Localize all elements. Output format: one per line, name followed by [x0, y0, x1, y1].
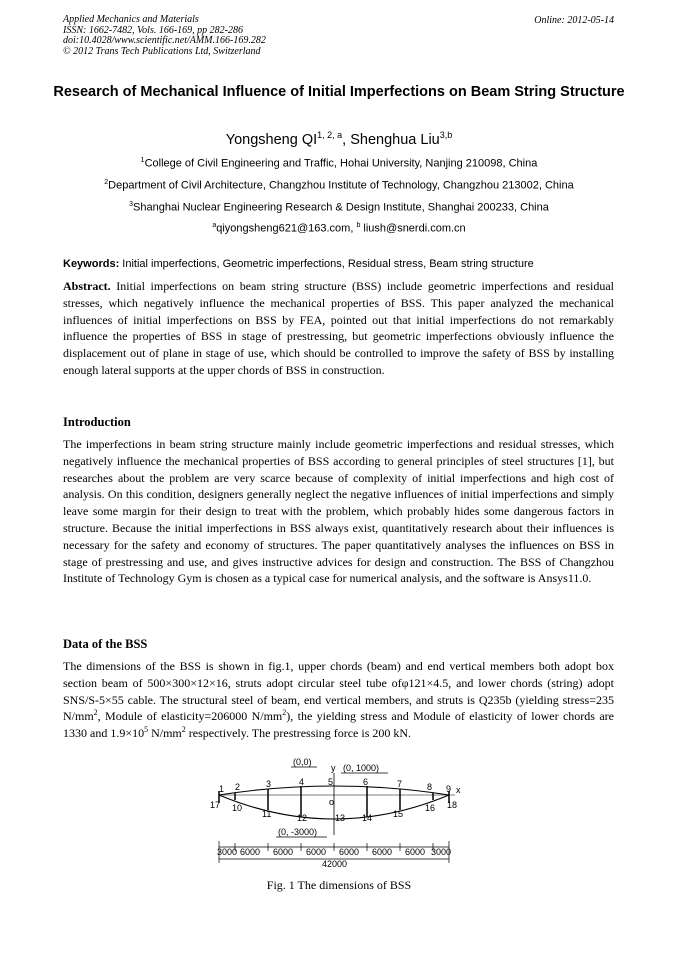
bss-dimension-figure [205, 755, 475, 875]
data-sup-3: 5 [144, 725, 149, 735]
affiliation-3-sup: 3 [129, 201, 134, 208]
node-9: 9 [446, 784, 452, 794]
affiliation-2 [0, 179, 678, 192]
bottom-point-label: (0, -3000) [278, 827, 318, 837]
author-separator: , [342, 131, 351, 148]
node-3: 3 [266, 779, 272, 789]
affiliation-1-text: College of Civil Engineering and Traffic, Hohai University, Nanjing 210098, China [144, 157, 538, 170]
email-a-sup: a [212, 222, 217, 229]
node-2: 2 [235, 782, 241, 792]
author-line [0, 130, 678, 148]
journal-name: Applied Mechanics and Materials [63, 14, 199, 25]
y-axis-label: y [331, 763, 336, 773]
node-8: 8 [427, 782, 433, 792]
data-text-part-2: , Module of elasticity=206000 N/mm [97, 709, 283, 724]
introduction-text: The imperfections in beam string structure mainly include geometric imperfections and residual stresses, which negatively influence the mechanical properties of BSS according to general principles of steel structures [1], but researches about the problem are very scarce because of complexity of initial imperfections and high cost of analysis. On this condition, designers generally neglect the negative influences of initial imperfections and simply leave some margin for their design to treat with the problem, which probably hides some dangerous factors in structure. Because the initial imperfections in BSS always exist, quantitatively research about their influences is necessary for the safety and economy of structures. The paper quantitatively analyses the influences on BSS in stage of prestressing and use, and gives instructive advices for design and construction. The BSS of Changzhou Institute of Technology Gym is chosen as a typical case for numerical analysis, and the software is Ansys11.0. [63, 437, 614, 586]
data-heading: Data of the BSS [63, 637, 148, 651]
span-7: 6000 [405, 847, 426, 857]
data-sup-1: 2 [93, 708, 98, 718]
affiliation-1 [0, 157, 678, 170]
node-16: 16 [425, 803, 436, 813]
data-sup-2: 2 [282, 708, 287, 718]
figure-caption: Fig. 1 The dimensions of BSS [266, 878, 412, 892]
paper-title: Research of Mechanical Influence of Initial Imperfections on Beam String Structure [53, 84, 625, 100]
span-2: 6000 [240, 847, 261, 857]
introduction-heading: Introduction [63, 415, 131, 429]
span-8: 3000 [431, 847, 452, 857]
node-5: 5 [328, 777, 334, 787]
affiliation-2-sup: 2 [104, 179, 109, 186]
node-12: 12 [297, 813, 308, 823]
node-17: 17 [210, 800, 221, 810]
email-line [0, 222, 678, 235]
affiliation-1-sup: 1 [140, 157, 145, 164]
affiliation-2-text: Department of Civil Architecture, Changzhou Institute of Technology, Changzhou 213002, China [108, 179, 574, 192]
online-date: Online: 2012-05-14 [534, 15, 614, 26]
node-7: 7 [397, 779, 403, 789]
email-b-sup: b [356, 222, 361, 229]
author-1: Yongsheng QI [225, 131, 318, 148]
node-14: 14 [362, 813, 373, 823]
data-text-part-4: N/mm [148, 726, 182, 741]
data-text-part-1: The dimensions of the BSS is shown in fig.1, upper chords (beam) and end vertical members both adopt box section beam of 500×300×12×16, struts adopt circular steel tube ofφ121×4.5, and lower chords (string) adopt SNS/S-5×55 cable. The structural steel of beam, end vertical members, and struts is Q235b (yielding stress=235 N/mm [63, 659, 614, 724]
x-axis-label: x [456, 785, 461, 795]
data-text [63, 658, 614, 742]
top-point-label: (0, 1000) [343, 763, 380, 773]
keywords-label: Keywords: [63, 258, 120, 270]
doi-line: doi:10.4028/www.scientific.net/AMM.166-169.282 [63, 35, 266, 46]
author-2-affil: 3,b [439, 130, 453, 140]
email-b[interactable]: liush@snerdi.com.cn [360, 222, 466, 235]
node-13: 13 [335, 813, 346, 823]
journal-header [63, 15, 266, 57]
data-text-part-5: respectively. The prestressing force is 200 kN. [185, 726, 412, 741]
node-4: 4 [299, 777, 305, 787]
span-6: 6000 [372, 847, 393, 857]
origin-label: (0,0) [293, 757, 312, 767]
total-span: 42000 [322, 859, 348, 869]
data-sup-4: 2 [181, 725, 186, 735]
node-18: 18 [447, 800, 458, 810]
abstract [63, 278, 614, 379]
abstract-label: Abstract. [63, 279, 111, 293]
origin-o-label: o [329, 797, 335, 807]
keywords-text: Initial imperfections, Geometric imperfections, Residual stress, Beam string structure [119, 258, 534, 270]
keywords [63, 258, 534, 270]
abstract-text: Initial imperfections on beam string structure (BSS) include geometric imperfections and residual stresses, which negatively influence the mechanical properties of BSS. This paper analyzed the mechanical influences of initial imperfections on BSS by FEA, pointed out that initial imperfections do not remarkably influence the properties of BSS in stage of prestressing, but geometric imperfections obviously influence the displacement out of plane in stage of use, which should be controlled to improve the safety of BSS by installing enough lateral supports at the upper chords of BSS in construction. [63, 279, 614, 377]
issn-line: ISSN: 1662-7482, Vols. 166-169, pp 282-286 [63, 24, 243, 36]
span-1: 3000 [217, 847, 238, 857]
node-1: 1 [219, 784, 225, 794]
author-2: Shenghua Liu [350, 131, 440, 148]
affiliation-3 [0, 201, 678, 214]
email-a[interactable]: qiyongsheng621@163.com, [216, 222, 357, 235]
span-4: 6000 [306, 847, 327, 857]
node-15: 15 [393, 809, 404, 819]
data-text-part-3: ), the yielding stress and Module of elasticity of lower chords are 1330 and 1.9×10 [63, 709, 614, 741]
copyright-line: © 2012 Trans Tech Publications Ltd, Switzerland [63, 45, 261, 57]
span-5: 6000 [339, 847, 360, 857]
node-6: 6 [363, 777, 369, 787]
node-11: 11 [262, 809, 272, 819]
node-10: 10 [232, 803, 243, 813]
affiliation-3-text: Shanghai Nuclear Engineering Research & Design Institute, Shanghai 200233, China [133, 201, 549, 214]
author-1-affil: 1, 2, a [317, 130, 343, 140]
span-3: 6000 [273, 847, 294, 857]
